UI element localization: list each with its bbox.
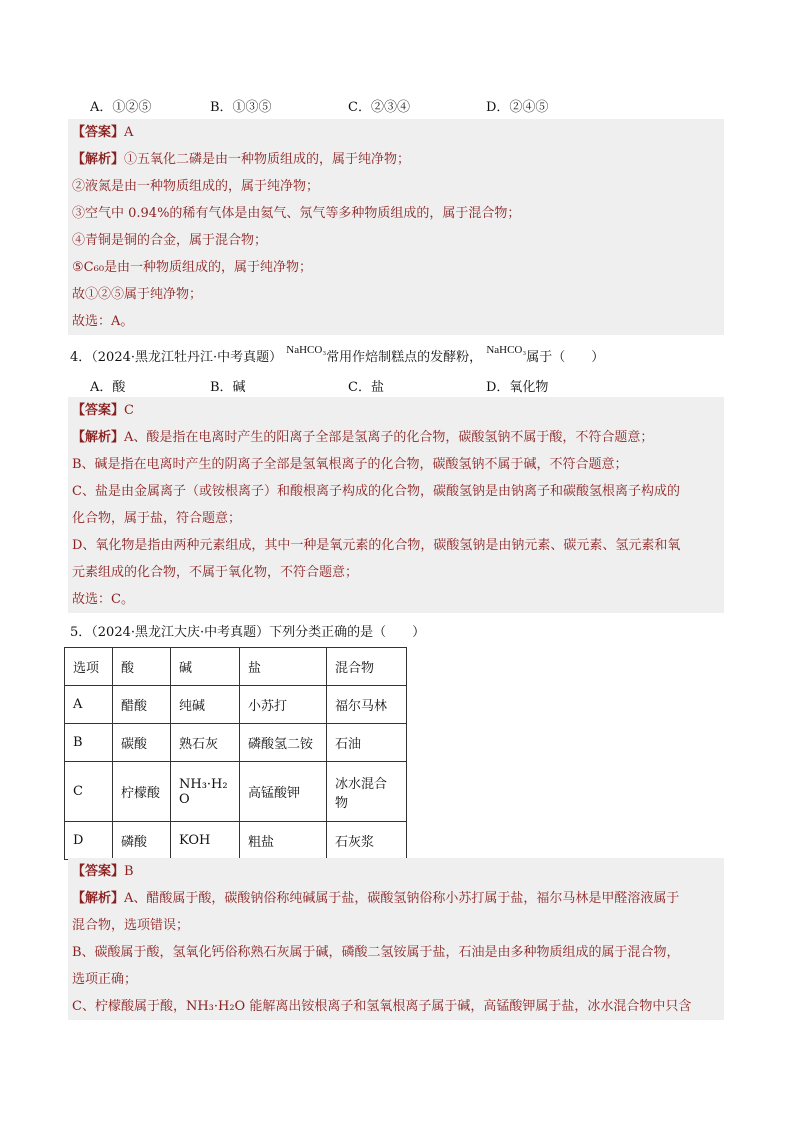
- table-cell: C: [65, 762, 113, 822]
- analysis-text: A、醋酸属于酸，碳酸钠俗称纯碱属于盐，碳酸氢钠俗称小苏打属于盐，福尔马林是甲醛溶液属于: [124, 891, 680, 906]
- analysis-text: B、碱是指在电离时产生的阴离子全部是氢氧根离子的化合物，碳酸氢钠不属于碱，不符合题意；: [72, 457, 628, 472]
- analysis-text: ②液氮是由一种物质组成的，属于纯净物；: [72, 179, 320, 194]
- q3-option-c: C．②③④: [348, 100, 410, 115]
- analysis-text: 故选：A。: [72, 314, 134, 329]
- answer-value: A: [124, 125, 134, 140]
- table-cell: 冰水混合物: [327, 762, 407, 822]
- analysis-text: 故选：C。: [72, 592, 134, 607]
- table-cell: 柠檬酸: [113, 762, 171, 822]
- question-text: 属于（ ）: [526, 350, 605, 365]
- answer-label: 【答案】: [72, 125, 125, 140]
- table-cell: 高锰酸钾: [240, 762, 327, 822]
- analysis-text: ④青铜是铜的合金，属于混合物；: [72, 233, 268, 248]
- table-cell: NH₃·H₂O: [171, 762, 240, 822]
- q3-answer-line: [68, 119, 724, 146]
- q3-option-d: D．②④⑤: [486, 100, 549, 115]
- analysis-text: C、盐是由金属离子（或铵根离子）和酸根离子构成的化合物，碳酸氢钠是由钠离子和碳酸氢根离子构成的: [72, 484, 680, 499]
- q5-stem: 5．（2024·黑龙江大庆·中考真题）下列分类正确的是（ ）: [70, 625, 426, 640]
- analysis-text: D、氧化物是指由两种元素组成，其中一种是氧元素的化合物，碳酸氢钠是由钠元素、碳元素、氢元素和氧: [72, 538, 681, 553]
- analysis-text: 故①②⑤属于纯净物；: [72, 287, 203, 302]
- q5-analysis-line: [68, 885, 724, 912]
- analysis-text: ③空气中 0.94%的稀有气体是由氦气、氖气等多种物质组成的，属于混合物；: [72, 206, 521, 221]
- table-header-cell: 盐: [240, 648, 327, 686]
- table-cell: 小苏打: [240, 686, 327, 724]
- table-header-row: [65, 648, 407, 686]
- table-cell: A: [65, 686, 113, 724]
- chemical-formula: NaHCO₃: [286, 344, 327, 356]
- answer-value: B: [124, 864, 134, 879]
- analysis-text: A、酸是指在电离时产生的阳离子全部是氢离子的化合物，碳酸氢钠不属于酸，不符合题意；: [124, 430, 654, 445]
- q4-options: [90, 376, 548, 395]
- q4-answer-line: [68, 397, 724, 424]
- q4-option-c: C．盐: [348, 380, 384, 395]
- q5-answer-line: [68, 858, 724, 885]
- table-cell: 碳酸: [113, 724, 171, 762]
- table-row: [65, 724, 407, 762]
- q3-answer-block: [68, 119, 724, 335]
- table-row: [65, 822, 407, 860]
- table-cell: 福尔马林: [327, 686, 407, 724]
- table-cell: B: [65, 724, 113, 762]
- q4-option-b: B．碱: [210, 380, 246, 395]
- q4-stem: [70, 346, 604, 365]
- q4-option-d: D．氧化物: [486, 380, 549, 395]
- classification-table: [64, 647, 407, 860]
- analysis-text: 化合物，属于盐，符合题意；: [72, 511, 242, 526]
- analysis-text: B、碳酸属于酸，氢氧化钙俗称熟石灰属于碱，磷酸二氢铵属于盐，石油是由多种物质组成的属于混合物，: [72, 945, 680, 960]
- analysis-text: 选项正确；: [72, 972, 138, 987]
- q4-option-a: A．酸: [90, 380, 126, 395]
- table-row: [65, 686, 407, 724]
- table-header-cell: 酸: [113, 648, 171, 686]
- table-row: [65, 762, 407, 822]
- q4-analysis-line: [68, 424, 724, 451]
- q3-analysis-line: [68, 146, 724, 173]
- analysis-text: 元素组成的化合物，不属于氧化物，不符合题意；: [72, 565, 359, 580]
- table-header-cell: 选项: [65, 648, 113, 686]
- table-cell: 石油: [327, 724, 407, 762]
- analysis-text: ⑤C₆₀是由一种物质组成的，属于纯净物；: [72, 260, 313, 275]
- analysis-text: C、柠檬酸属于酸，NH₃·H₂O 能解离出铵根离子和氢氧根离子属于碱，高锰酸钾属于盐，冰水混合物中只含: [72, 999, 692, 1014]
- q3-options: [90, 96, 548, 115]
- answer-label: 【答案】: [72, 403, 125, 418]
- chemical-formula: NaHCO₃: [486, 344, 527, 356]
- analysis-text: 混合物，选项错误；: [72, 918, 190, 933]
- q5-answer-block: [68, 858, 724, 1020]
- answer-label: 【答案】: [72, 864, 125, 879]
- analysis-label: 【解析】: [72, 152, 125, 167]
- table-cell: 熟石灰: [171, 724, 240, 762]
- analysis-label: 【解析】: [72, 430, 125, 445]
- q3-option-a: A．①②⑤: [90, 100, 152, 115]
- analysis-text: ①五氧化二磷是由一种物质组成的，属于纯净物；: [124, 152, 411, 167]
- table-header-cell: 碱: [171, 648, 240, 686]
- analysis-label: 【解析】: [72, 891, 125, 906]
- q4-answer-block: [68, 397, 724, 613]
- table-cell: 粗盐: [240, 822, 327, 860]
- table-header-cell: 混合物: [327, 648, 407, 686]
- question-source: 4．（2024·黑龙江牡丹江·中考真题）: [70, 350, 283, 365]
- table-cell: 磷酸氢二铵: [240, 724, 327, 762]
- table-cell: 醋酸: [113, 686, 171, 724]
- table-cell: D: [65, 822, 113, 860]
- q3-option-b: B．①③⑤: [210, 100, 272, 115]
- table-cell: 纯碱: [171, 686, 240, 724]
- answer-value: C: [124, 403, 134, 418]
- table-cell: 磷酸: [113, 822, 171, 860]
- question-text: 常用作焙制糕点的发酵粉，: [326, 350, 483, 365]
- table-cell: KOH: [171, 822, 240, 860]
- table-cell: 石灰浆: [327, 822, 407, 860]
